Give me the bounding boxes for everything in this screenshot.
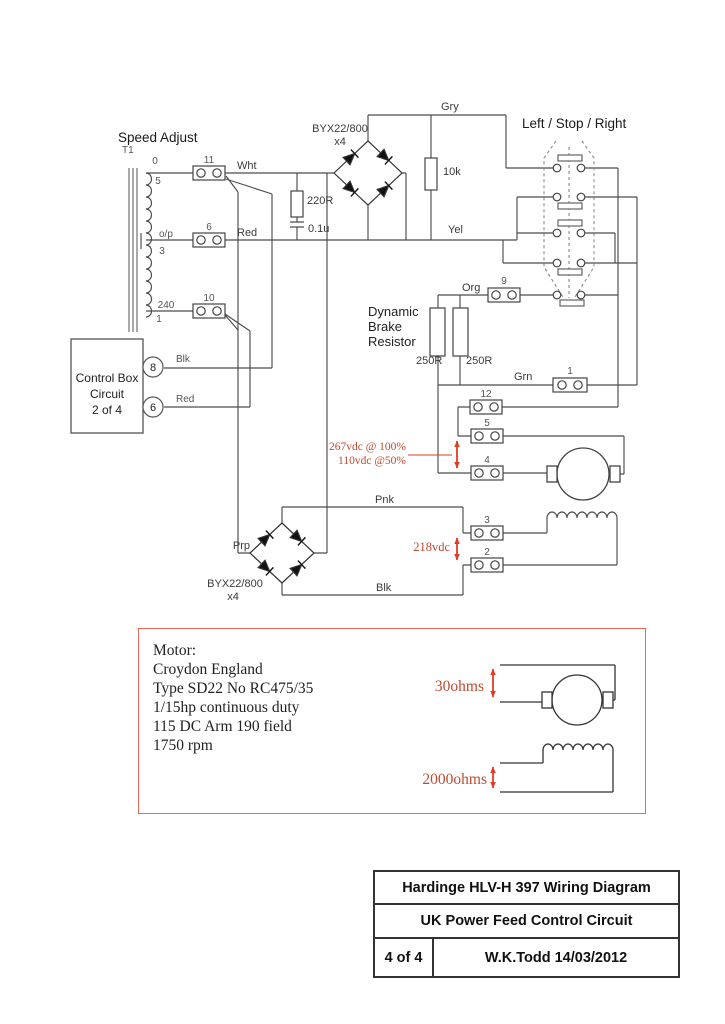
title-block-author-date: W.K.Todd 14/03/2012	[484, 949, 628, 966]
left-stop-right-switch	[544, 141, 594, 306]
grn-label: Grn	[514, 371, 533, 383]
speed-adjust-label: Speed Adjust	[118, 130, 198, 145]
bridge-rectifier-1	[334, 141, 402, 205]
terminal-3	[471, 526, 503, 540]
gry-label: Gry	[441, 101, 459, 113]
control-box-line3: 2 of 4	[91, 403, 123, 417]
terminal-9-label: 9	[501, 276, 507, 287]
terminal-10	[193, 304, 225, 318]
tap-0-pin: 5	[155, 176, 161, 187]
transformer-ref: T1	[122, 145, 134, 156]
terminal-1	[553, 378, 587, 392]
terminal-12-label: 12	[480, 389, 492, 400]
bridge2-qty-label: x4	[227, 591, 239, 603]
terminal-5-label: 5	[484, 418, 490, 429]
cap-label: 0.1u	[308, 223, 330, 235]
tap-op-pin: 3	[159, 246, 165, 257]
motor-spec-line: Croydon England	[153, 661, 263, 678]
bridge1-part-label: BYX22/800	[312, 123, 368, 135]
control-box-line1: Control Box	[75, 371, 139, 385]
terminal-2	[471, 558, 503, 572]
blk-label: Blk	[376, 582, 392, 594]
terminal-5	[471, 429, 503, 443]
field-coil-main	[547, 512, 617, 518]
title-block-page: 4 of 4	[375, 939, 434, 976]
tap-240: 240	[157, 300, 175, 311]
terminal-1-label: 1	[567, 366, 573, 377]
control-box-terminal-6: 6	[149, 402, 157, 414]
r250-left-label: 250R	[416, 355, 443, 367]
terminal-10-label: 10	[203, 293, 215, 304]
control-box-line2: Circuit	[89, 387, 125, 401]
resistor-220r	[291, 191, 303, 217]
control-box-wire6-label: Red	[176, 394, 195, 405]
dynamic-brake-line3: Resistor	[368, 334, 416, 349]
brake-resistor-right	[453, 308, 468, 356]
bridge2-part-label: BYX22/800	[207, 578, 263, 590]
control-box	[71, 339, 194, 433]
terminal-2-label: 2	[484, 547, 490, 558]
pnk-label: Pnk	[375, 494, 394, 506]
yel-label: Yel	[448, 224, 463, 236]
armature-voltage-line1: 267vdc @ 100%	[328, 441, 406, 453]
terminal-9	[488, 288, 520, 302]
r220-label: 220R	[307, 195, 334, 207]
terminal-3-label: 3	[484, 515, 490, 526]
transformer-taps	[141, 173, 193, 311]
terminal-4	[471, 466, 503, 480]
brake-resistor-left	[430, 308, 445, 356]
tap-240-pin: 1	[156, 314, 162, 325]
control-box-terminal-8: 8	[149, 362, 157, 374]
terminal-4-label: 4	[484, 455, 490, 466]
tap-op: o/p	[159, 229, 173, 240]
terminal-11-label: 11	[203, 155, 215, 166]
red-label: Red	[237, 227, 258, 239]
control-box-wire8-label: Blk	[176, 354, 190, 365]
switch-title-label: Left / Stop / Right	[522, 116, 627, 131]
r10k-label: 10k	[443, 166, 461, 178]
motor-spec-line: Motor:	[153, 642, 197, 659]
dynamic-brake-line1: Dynamic	[368, 304, 419, 319]
title-block	[373, 870, 680, 978]
terminal-11	[193, 166, 225, 180]
title-block-subtitle: UK Power Feed Control Circuit	[375, 905, 678, 939]
org-label: Org	[462, 282, 481, 294]
motor-armature-main	[547, 448, 620, 500]
dynamic-brake-line2: Brake	[368, 319, 402, 334]
armature-resistance-label: 30ohms	[434, 678, 484, 695]
transformer-winding	[146, 173, 152, 317]
motor-spec-line: 1/15hp continuous duty	[153, 699, 300, 716]
terminal-6-label: 6	[206, 222, 212, 233]
bridge-rectifier-2	[250, 523, 314, 583]
motor-spec-line: Type SD22 No RC475/35	[153, 680, 314, 697]
motor-spec-line: 115 DC Arm 190 field	[153, 718, 292, 735]
prp-label: Prp	[232, 540, 250, 552]
wht-label: Wht	[237, 160, 257, 172]
title-block-title: Hardinge HLV-H 397 Wiring Diagram	[375, 872, 678, 905]
r250-right-label: 250R	[466, 355, 493, 367]
transformer-core	[129, 168, 137, 332]
motor-spec-line: 1750 rpm	[153, 737, 213, 754]
terminal-6	[193, 233, 225, 247]
motor-spec-box	[138, 628, 646, 814]
field-resistance-label: 2000ohms	[422, 771, 487, 788]
terminal-12	[470, 400, 502, 414]
motor-spec-text	[153, 641, 313, 755]
armature-voltage-line2: 110vdc @50%	[338, 455, 406, 467]
resistor-10k	[425, 158, 437, 190]
field-voltage-label: 218vdc	[413, 540, 450, 554]
bridge1-qty-label: x4	[334, 136, 346, 148]
tap-0: 0	[152, 156, 158, 167]
